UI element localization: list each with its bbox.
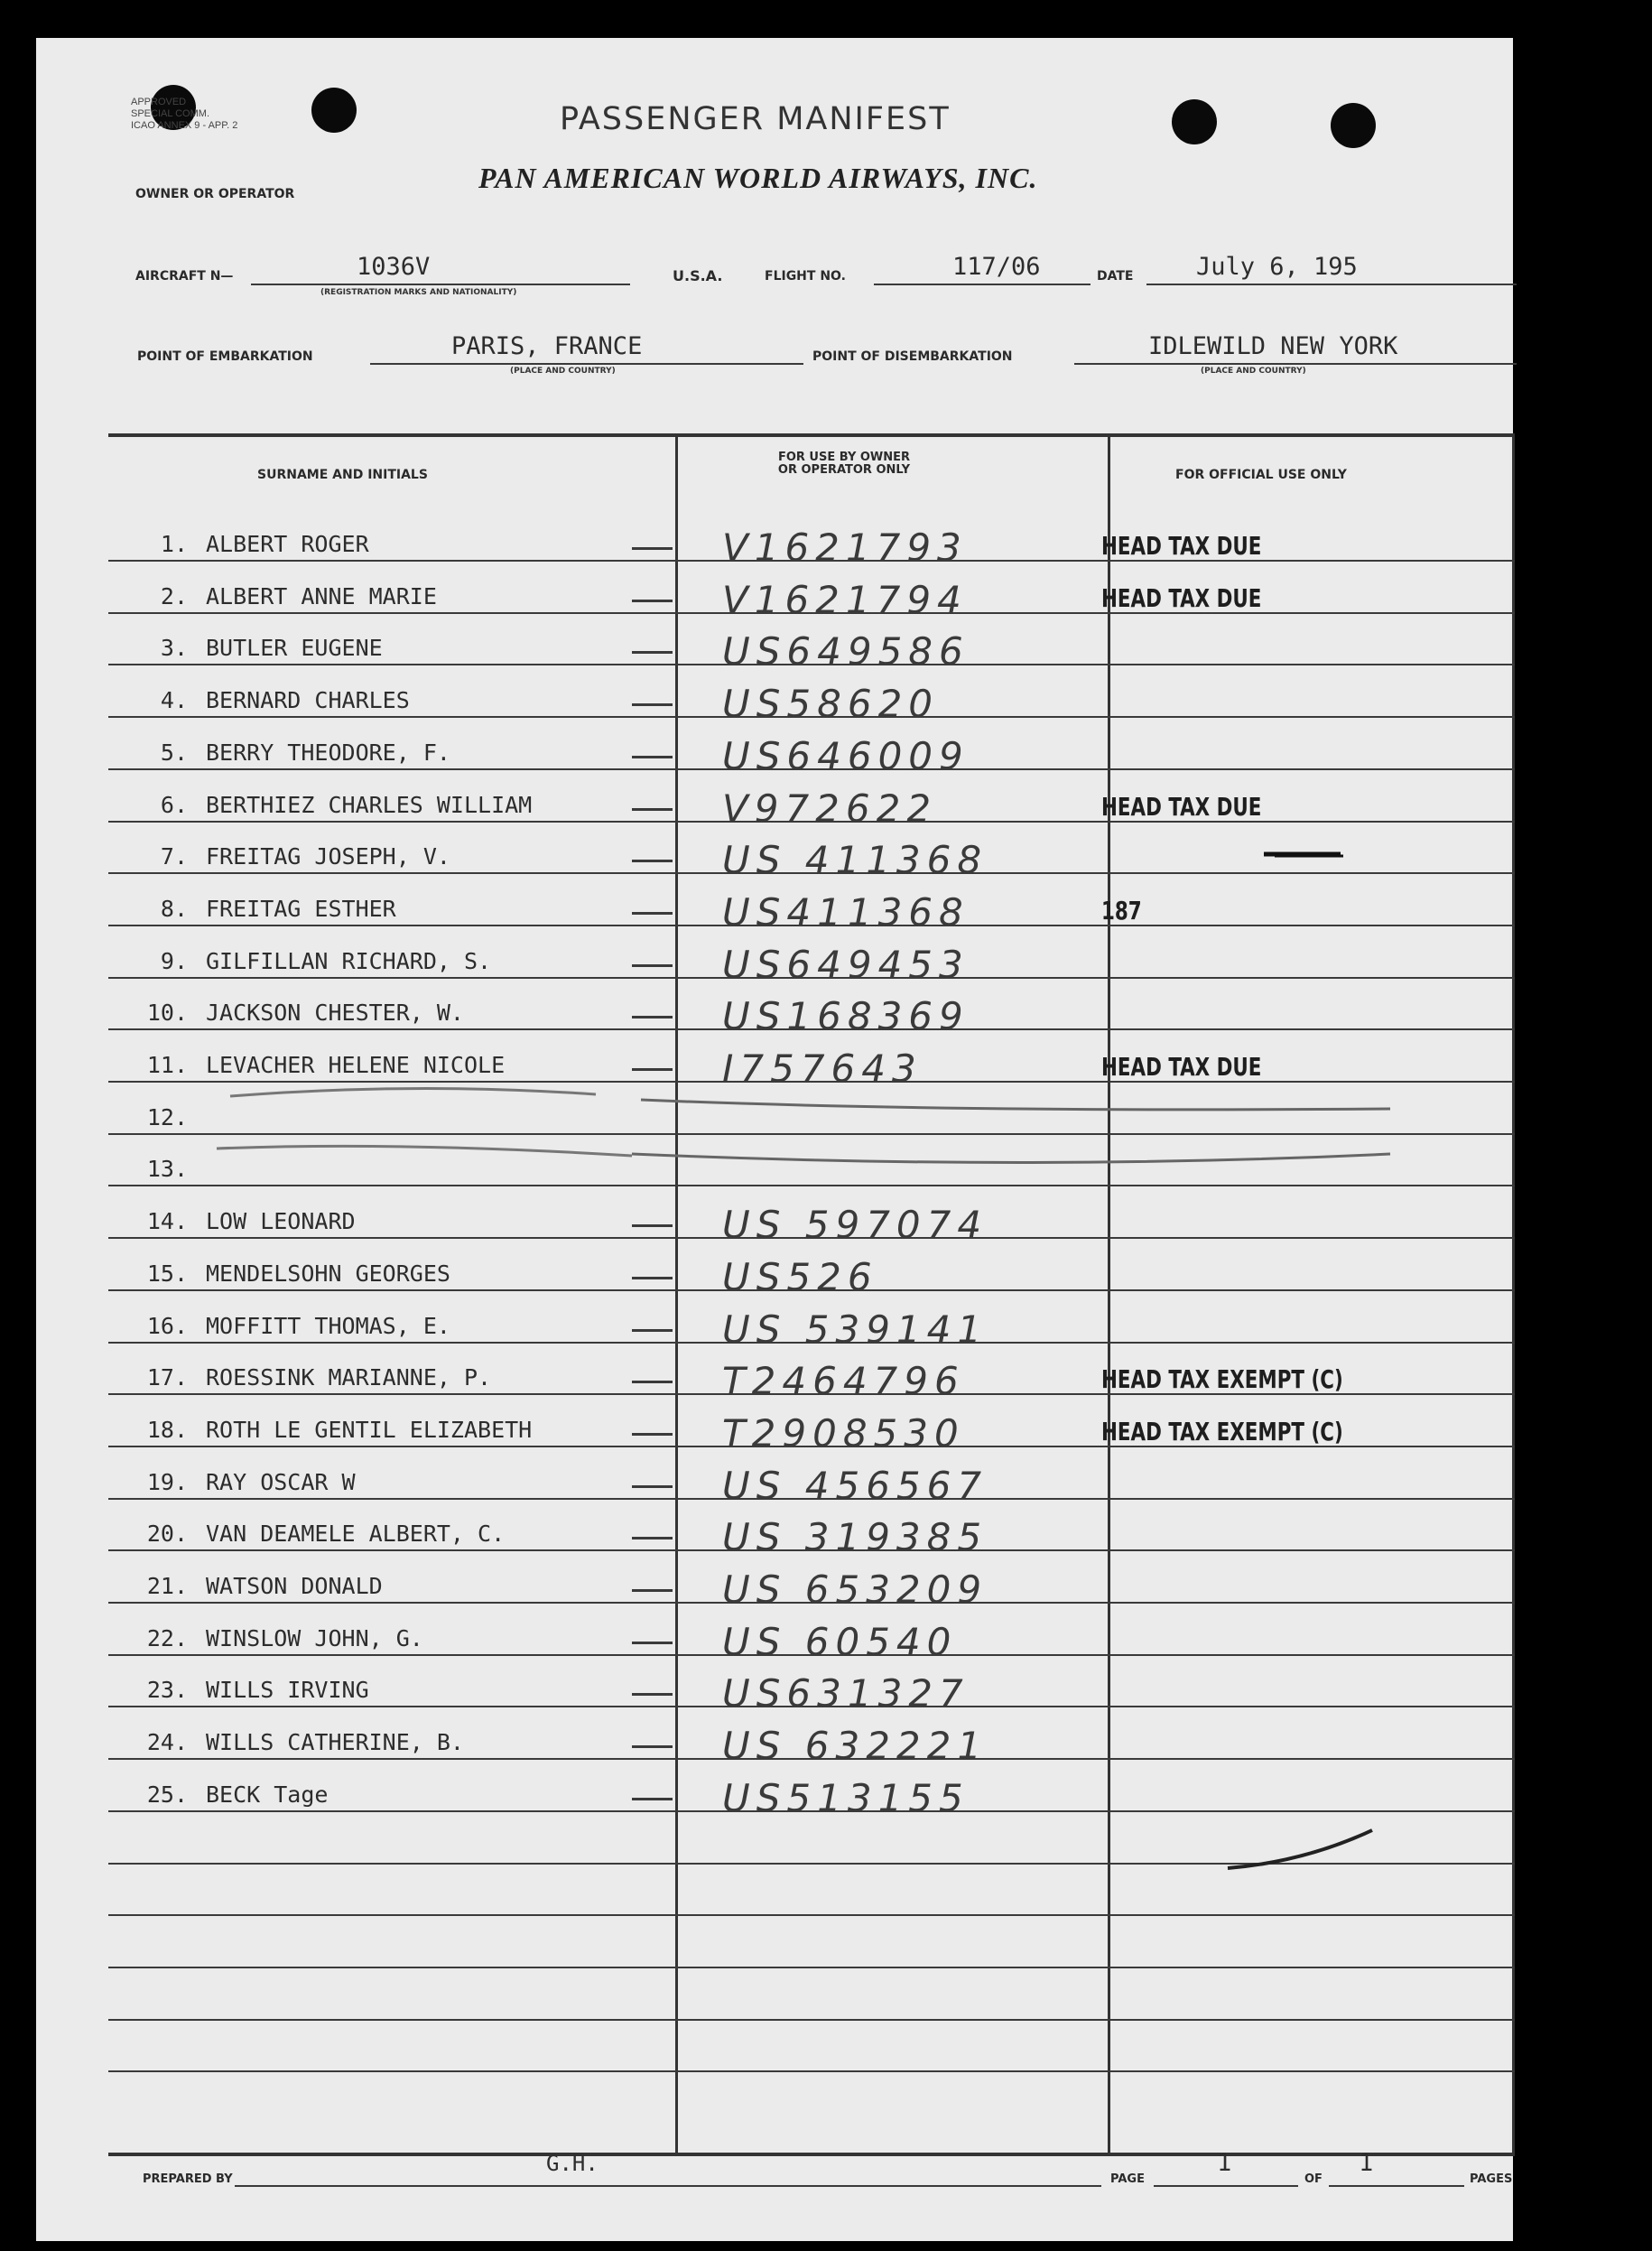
passport-code: US631327 — [722, 1671, 970, 1716]
row-number: 4. — [160, 687, 188, 713]
passenger-name: BERNARD CHARLES — [206, 687, 410, 713]
passenger-name: LOW LEONARD — [206, 1208, 356, 1234]
passport-code: US 539141 — [722, 1307, 988, 1352]
row-number: 23. — [146, 1677, 188, 1703]
passport-code: US513155 — [722, 1776, 970, 1820]
row-number: 22. — [146, 1625, 188, 1651]
embark-value: PARIS, FRANCE — [451, 332, 643, 360]
passenger-name: FREITAG JOSEPH, V. — [206, 843, 450, 870]
row-number: 7. — [160, 843, 188, 870]
passenger-name: WATSON DONALD — [206, 1573, 383, 1599]
official-note: 187 — [1101, 896, 1142, 926]
passenger-name: MENDELSOHN GEORGES — [206, 1260, 450, 1287]
row-number: 15. — [146, 1260, 188, 1287]
passport-code: US649586 — [722, 629, 970, 674]
passenger-name: MOFFITT THOMAS, E. — [206, 1313, 450, 1339]
of-underline — [1329, 2185, 1464, 2187]
disembark-caption: (PLACE AND COUNTRY) — [1201, 367, 1306, 376]
passenger-name: ROTH LE GENTIL ELIZABETH — [206, 1417, 533, 1443]
row-number: 1. — [160, 531, 188, 557]
flight-label: FLIGHT NO. — [765, 269, 846, 284]
row-number: 24. — [146, 1729, 188, 1755]
registration-caption: (REGISTRATION MARKS AND NATIONALITY) — [320, 288, 517, 297]
date-label: DATE — [1097, 269, 1134, 284]
official-note: HEAD TAX DUE — [1101, 1052, 1262, 1082]
pages-label: PAGES — [1470, 2172, 1513, 2186]
passport-code: US646009 — [722, 734, 970, 778]
passport-code: US 456567 — [722, 1464, 988, 1508]
official-note: HEAD TAX EXEMPT (C) — [1101, 1417, 1343, 1446]
row-number: 2. — [160, 583, 188, 609]
passenger-name: LEVACHER HELENE NICOLE — [206, 1052, 506, 1078]
aircraft-label: AIRCRAFT N— — [135, 269, 234, 284]
owner-label: OWNER OR OPERATOR — [135, 187, 295, 201]
page-underline — [1154, 2185, 1298, 2187]
disembark-label: POINT OF DISEMBARKATION — [812, 349, 1013, 364]
of-value: 1 — [1359, 2149, 1374, 2177]
passport-code: US58620 — [722, 682, 940, 726]
prepared-underline — [235, 2185, 1101, 2187]
row-number: 17. — [146, 1364, 188, 1391]
passport-code: V1621794 — [722, 578, 968, 622]
disembark-value: IDLEWILD NEW YORK — [1148, 332, 1398, 360]
row-number: 25. — [146, 1781, 188, 1808]
passport-code: US 653209 — [722, 1567, 988, 1612]
passenger-name: WINSLOW JOHN, G. — [206, 1625, 423, 1651]
manifest-sheet — [36, 38, 1513, 2241]
page-value: 1 — [1217, 2149, 1232, 2177]
aircraft-value: 1036V — [357, 253, 431, 281]
passport-code: US168369 — [722, 994, 970, 1038]
strike-through-marks — [36, 38, 1513, 2241]
airline-name: PAN AMERICAN WORLD AIRWAYS, INC. — [478, 162, 1038, 194]
flight-value: 117/06 — [952, 253, 1041, 281]
passenger-name: ALBERT ROGER — [206, 531, 369, 557]
row-number: 11. — [146, 1052, 188, 1078]
passenger-name: ROESSINK MARIANNE, P. — [206, 1364, 492, 1391]
passenger-name: BECK Tage — [206, 1781, 329, 1808]
passenger-name: WILLS IRVING — [206, 1677, 369, 1703]
col-surname-header: SURNAME AND INITIALS — [257, 468, 428, 482]
passport-code: V1621793 — [722, 526, 968, 570]
passenger-name: BERTHIEZ CHARLES WILLIAM — [206, 792, 533, 818]
row-number: 19. — [146, 1469, 188, 1495]
passenger-name: JACKSON CHESTER, W. — [206, 1000, 464, 1026]
embark-caption: (PLACE AND COUNTRY) — [510, 367, 616, 376]
passport-code: I757643 — [722, 1046, 923, 1091]
row-number: 12. — [146, 1104, 188, 1130]
row-number: 14. — [146, 1208, 188, 1234]
col-owner-header-line: FOR USE BY OWNER — [777, 451, 911, 464]
passenger-name: ALBERT ANNE MARIE — [206, 583, 437, 609]
country-label: U.S.A. — [673, 267, 723, 284]
col-official-header: FOR OFFICIAL USE ONLY — [1175, 468, 1347, 482]
passenger-name: GILFILLAN RICHARD, S. — [206, 948, 492, 974]
passport-code: US649453 — [722, 943, 970, 987]
row-number: 9. — [160, 948, 188, 974]
embark-label: POINT OF EMBARKATION — [137, 349, 313, 364]
passenger-name: BUTLER EUGENE — [206, 635, 383, 661]
of-label: OF — [1304, 2172, 1323, 2186]
passport-code: US 597074 — [722, 1203, 988, 1247]
page-label: PAGE — [1110, 2172, 1145, 2186]
corner-stamp-line: APPROVED — [131, 97, 187, 107]
passport-code: US 319385 — [722, 1515, 988, 1559]
passport-code: US 411368 — [722, 838, 988, 882]
official-note: HEAD TAX DUE — [1101, 531, 1262, 561]
row-number: 10. — [146, 1000, 188, 1026]
passport-code: V972622 — [722, 786, 938, 831]
corner-stamp-line: ICAO ANNEX 9 - APP. 2 — [131, 120, 238, 131]
passenger-name: RAY OSCAR W — [206, 1469, 356, 1495]
date-value: July 6, 195 — [1196, 253, 1358, 281]
passenger-name: VAN DEAMELE ALBERT, C. — [206, 1521, 506, 1547]
passport-code: T2908530 — [722, 1411, 965, 1456]
official-note: HEAD TAX EXEMPT (C) — [1101, 1364, 1343, 1394]
row-number: 16. — [146, 1313, 188, 1339]
row-number: 18. — [146, 1417, 188, 1443]
page-title: PASSENGER MANIFEST — [560, 101, 951, 137]
passport-code: US411368 — [722, 890, 970, 935]
passport-code: US 60540 — [722, 1620, 958, 1664]
passport-code: US 632221 — [722, 1724, 988, 1768]
row-number: 13. — [146, 1156, 188, 1182]
row-number: 5. — [160, 739, 188, 766]
row-number: 21. — [146, 1573, 188, 1599]
row-number: 6. — [160, 792, 188, 818]
passenger-name: BERRY THEODORE, F. — [206, 739, 450, 766]
passport-code: T2464796 — [722, 1359, 965, 1403]
row-number: 20. — [146, 1521, 188, 1547]
passport-code: US526 — [722, 1255, 878, 1299]
row-number: 3. — [160, 635, 188, 661]
prepared-label: PREPARED BY — [143, 2172, 233, 2186]
passenger-name: FREITAG ESTHER — [206, 896, 396, 922]
prepared-value: G.H. — [546, 2151, 599, 2176]
row-number: 8. — [160, 896, 188, 922]
corner-stamp-line: SPECIAL COMM. — [131, 108, 209, 119]
official-note: HEAD TAX DUE — [1101, 583, 1262, 613]
col-owner-header-line: OR OPERATOR ONLY — [777, 463, 911, 477]
passenger-name: WILLS CATHERINE, B. — [206, 1729, 464, 1755]
official-note: HEAD TAX DUE — [1101, 792, 1262, 822]
